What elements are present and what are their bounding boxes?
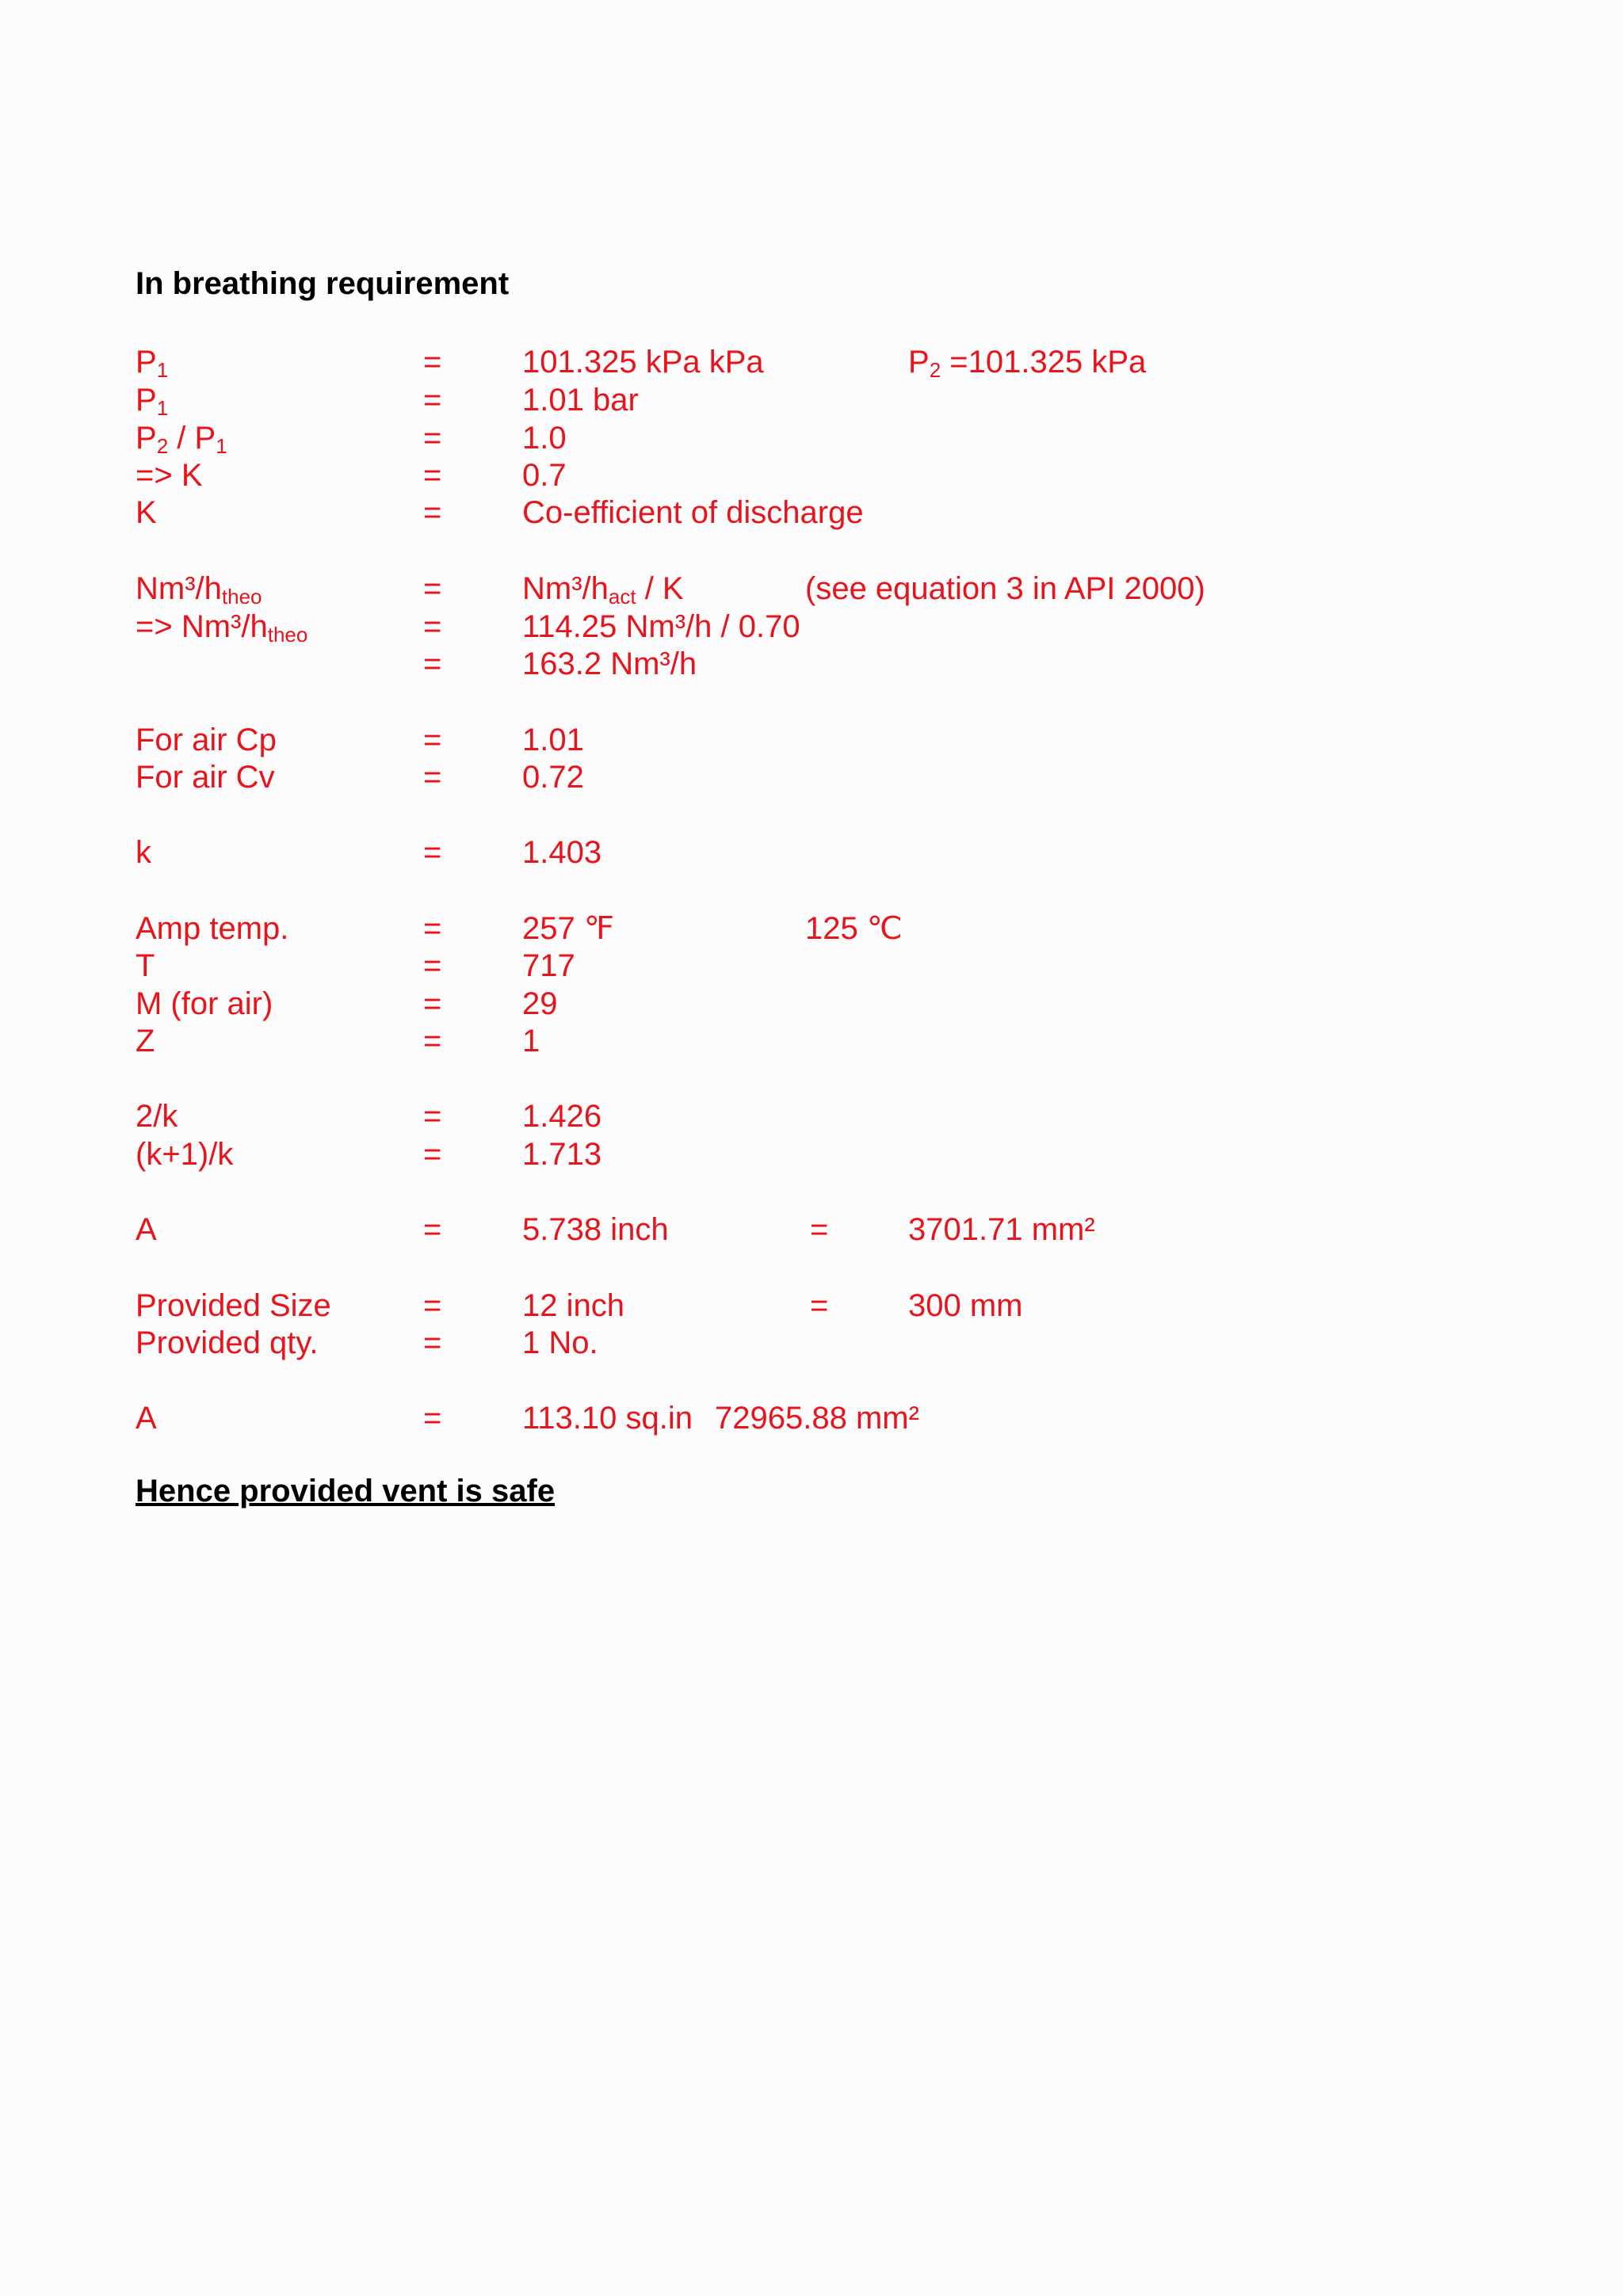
row-label: M (for air) bbox=[136, 986, 273, 1021]
section-heading: In breathing requirement bbox=[136, 266, 510, 301]
row-label: => Nm³/$h_{theo}$ bbox=[136, 609, 308, 646]
row-value: 163.2 Nm³/h bbox=[522, 646, 697, 681]
equals-sign: = bbox=[423, 495, 442, 530]
row-label: Provided Size bbox=[136, 1288, 331, 1323]
equals-sign: = bbox=[423, 571, 442, 606]
row-value: 717 bbox=[522, 948, 575, 983]
row-label: Provided qty. bbox=[136, 1325, 319, 1360]
equals-sign: = bbox=[423, 760, 442, 795]
row-label: K bbox=[136, 495, 157, 530]
row-label: $P_2 / P_1$ bbox=[136, 421, 227, 458]
row-value-converted: 3701.71 mm² bbox=[908, 1212, 1095, 1247]
row-value: 1 No. bbox=[522, 1325, 598, 1360]
row-value: Nm³/$h_{act}$ / K bbox=[522, 571, 684, 608]
row-label: A bbox=[136, 1212, 157, 1247]
equals-sign: = bbox=[810, 1288, 829, 1323]
row-label: For air Cv bbox=[136, 760, 275, 795]
row-label: => K bbox=[136, 458, 203, 493]
row-value: Co-efficient of discharge bbox=[522, 495, 864, 530]
row-value: 0.7 bbox=[522, 458, 567, 493]
row-value: 1.713 bbox=[522, 1137, 602, 1172]
equals-sign: = bbox=[423, 1212, 442, 1247]
row-label: 2/k bbox=[136, 1099, 178, 1134]
row-label: Z bbox=[136, 1024, 155, 1058]
equals-sign: = bbox=[423, 458, 442, 493]
row-label: (k+1)/k bbox=[136, 1137, 234, 1172]
equals-sign: = bbox=[423, 948, 442, 983]
row-value-converted: 300 mm bbox=[908, 1288, 1023, 1323]
equals-sign: = bbox=[423, 383, 442, 418]
row-label: T bbox=[136, 948, 155, 983]
equals-sign: = bbox=[423, 986, 442, 1021]
row-value: 1.01 bbox=[522, 723, 584, 757]
equals-sign: = bbox=[423, 345, 442, 379]
row-value: 257 ℉ bbox=[522, 911, 614, 946]
row-label: For air Cp bbox=[136, 723, 277, 757]
row-label: Nm³/$h_{theo}$ bbox=[136, 571, 262, 608]
row-value: 1.0 bbox=[522, 421, 567, 456]
equals-sign: = bbox=[423, 1401, 442, 1436]
row-label: $P_1$ bbox=[136, 345, 169, 382]
row-label: Amp temp. bbox=[136, 911, 289, 946]
equals-sign: = bbox=[423, 723, 442, 757]
equals-sign: = bbox=[423, 1024, 442, 1058]
row-value: 0.72 bbox=[522, 760, 584, 795]
row-value: 5.738 inch bbox=[522, 1212, 669, 1247]
row-value: 101.325 kPa kPa bbox=[522, 345, 764, 379]
equals-sign: = bbox=[423, 421, 442, 456]
equals-sign: = bbox=[423, 835, 442, 870]
equals-sign: = bbox=[423, 911, 442, 946]
row-label: A bbox=[136, 1401, 157, 1436]
row-label: k bbox=[136, 835, 151, 870]
row-value: 12 inch bbox=[522, 1288, 624, 1323]
row-value: 1 bbox=[522, 1024, 540, 1058]
equals-sign: = bbox=[423, 1288, 442, 1323]
conclusion-text: Hence provided vent is safe bbox=[136, 1474, 556, 1508]
equals-sign: = bbox=[423, 646, 442, 681]
equals-sign: = bbox=[423, 1099, 442, 1134]
equals-sign: = bbox=[423, 1325, 442, 1360]
row-value: 113.10 sq.in bbox=[522, 1401, 693, 1436]
row-value: 114.25 Nm³/h / 0.70 bbox=[522, 609, 800, 644]
row-note: $P_2 =101.325$ kPa bbox=[908, 345, 1147, 382]
equals-sign: = bbox=[810, 1212, 829, 1247]
equals-sign: = bbox=[423, 1137, 442, 1172]
row-value: 1.01 bar bbox=[522, 383, 639, 418]
row-value: 29 bbox=[522, 986, 558, 1021]
equals-sign: = bbox=[423, 609, 442, 644]
row-value: 1.403 bbox=[522, 835, 602, 870]
row-note: 125 ℃ bbox=[805, 911, 903, 946]
row-note: (see equation 3 in API 2000) bbox=[805, 571, 1205, 606]
row-value: 1.426 bbox=[522, 1099, 602, 1134]
row-value-converted: 72965.88 mm² bbox=[715, 1401, 919, 1436]
row-label: $P_1$ bbox=[136, 383, 169, 420]
